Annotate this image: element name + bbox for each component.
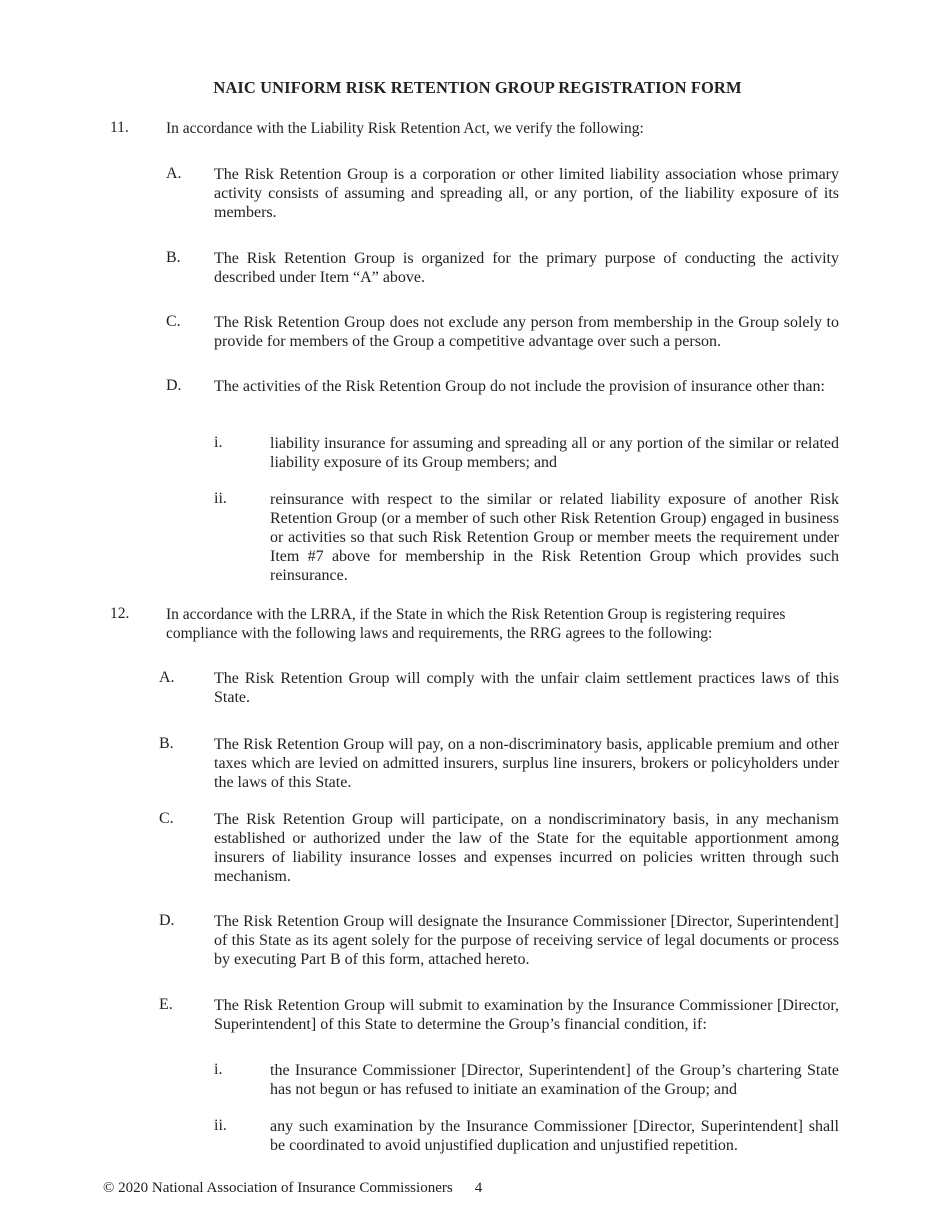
section-12-item-a-text: The Risk Retention Group will comply with the unfair claim settlement practices laws of this State.: [214, 670, 839, 706]
section-12-item-e-text: The Risk Retention Group will submit to examination by the Insurance Commissioner [Director, Superintendent] of this State to determine the Group’s financial condition, if:: [214, 997, 839, 1033]
section-11-item-d-sub-ii-numeral: ii.: [214, 490, 227, 507]
document-title: NAIC UNIFORM RISK RETENTION GROUP REGISTRATION FORM: [213, 78, 742, 97]
section-11-item-d-sub-i-numeral: i.: [214, 434, 223, 451]
section-12-item-c-text: The Risk Retention Group will participate, on a nondiscriminatory basis, in any mechanism established or authorized under the law of the State for the equitable apportionment among insurers of liability insurance losses and expenses incurred on policies written through such mechanism.: [214, 811, 839, 885]
section-11-item-c-letter: C.: [166, 313, 181, 330]
page-footer: [103, 1180, 482, 1197]
section-12-item-e-sub-ii-text: any such examination by the Insurance Commissioner [Director, Superintendent] shall be coordinated to avoid unjustified duplication and unjustified repetition.: [270, 1118, 839, 1154]
section-11-item-d-sub-i-text: liability insurance for assuming and spreading all or any portion of the similar or related liability exposure of its Group members; and: [270, 435, 839, 471]
section-12-item-c-letter: C.: [159, 810, 174, 827]
section-12-item-e-sub-i-text: the Insurance Commissioner [Director, Superintendent] of the Group’s chartering State has not begun or has refused to initiate an examination of the Group; and: [270, 1062, 839, 1098]
section-11-item-d-letter: D.: [166, 377, 182, 394]
section-11-item-d-sub-ii-text: reinsurance with respect to the similar or related liability exposure of another Risk Retention Group (or a member of such other Risk Retention Group) engaged in business or activities so that such Risk Retention Group or member meets the requirement under Item #7 above for membership in the Risk Retention Group which provides such reinsurance.: [270, 491, 839, 584]
section-12-item-d-letter: D.: [159, 912, 175, 929]
section-12-number: 12.: [110, 605, 130, 622]
section-12-item-e-letter: E.: [159, 996, 173, 1013]
section-11-item-b-text: The Risk Retention Group is organized for the primary purpose of conducting the activity described under Item “A” above.: [214, 250, 839, 286]
page-number: 4: [474, 1180, 483, 1196]
section-11-intro: In accordance with the Liability Risk Retention Act, we verify the following:: [166, 120, 644, 137]
section-11-item-d-text: The activities of the Risk Retention Group do not include the provision of insurance other than:: [214, 378, 825, 395]
section-11-number: 11.: [110, 119, 129, 136]
section-11-item-a-text: The Risk Retention Group is a corporation or other limited liability association whose primary activity consists of assuming and spreading all, or any portion, of the liability exposure of its members.: [214, 166, 839, 221]
section-12-item-b-text: The Risk Retention Group will pay, on a non-discriminatory basis, applicable premium and other taxes which are levied on admitted insurers, surplus line insurers, brokers or policyholders under the laws of this State.: [214, 736, 839, 791]
footer-copyright: © 2020 National Association of Insurance Commissioners: [103, 1180, 453, 1196]
section-11-item-a-letter: A.: [166, 165, 182, 182]
section-11-item-c-text: The Risk Retention Group does not exclude any person from membership in the Group solely to provide for members of the Group a competitive advantage over such a person.: [214, 314, 839, 350]
section-12-item-e-sub-i-numeral: i.: [214, 1061, 223, 1078]
section-12-item-a-letter: A.: [159, 669, 175, 686]
section-12-intro: In accordance with the LRRA, if the State in which the Risk Retention Group is registering requires compliance with the following laws and requirements, the RRG agrees to the following:: [166, 606, 786, 642]
section-12-item-e-sub-ii-numeral: ii.: [214, 1117, 227, 1134]
section-12-item-b-letter: B.: [159, 735, 174, 752]
section-12-item-d-text: The Risk Retention Group will designate the Insurance Commissioner [Director, Superintendent] of this State as its agent solely for the purpose of receiving service of legal documents or process by executing Part B of this form, attached hereto.: [214, 913, 839, 968]
section-11-item-b-letter: B.: [166, 249, 181, 266]
